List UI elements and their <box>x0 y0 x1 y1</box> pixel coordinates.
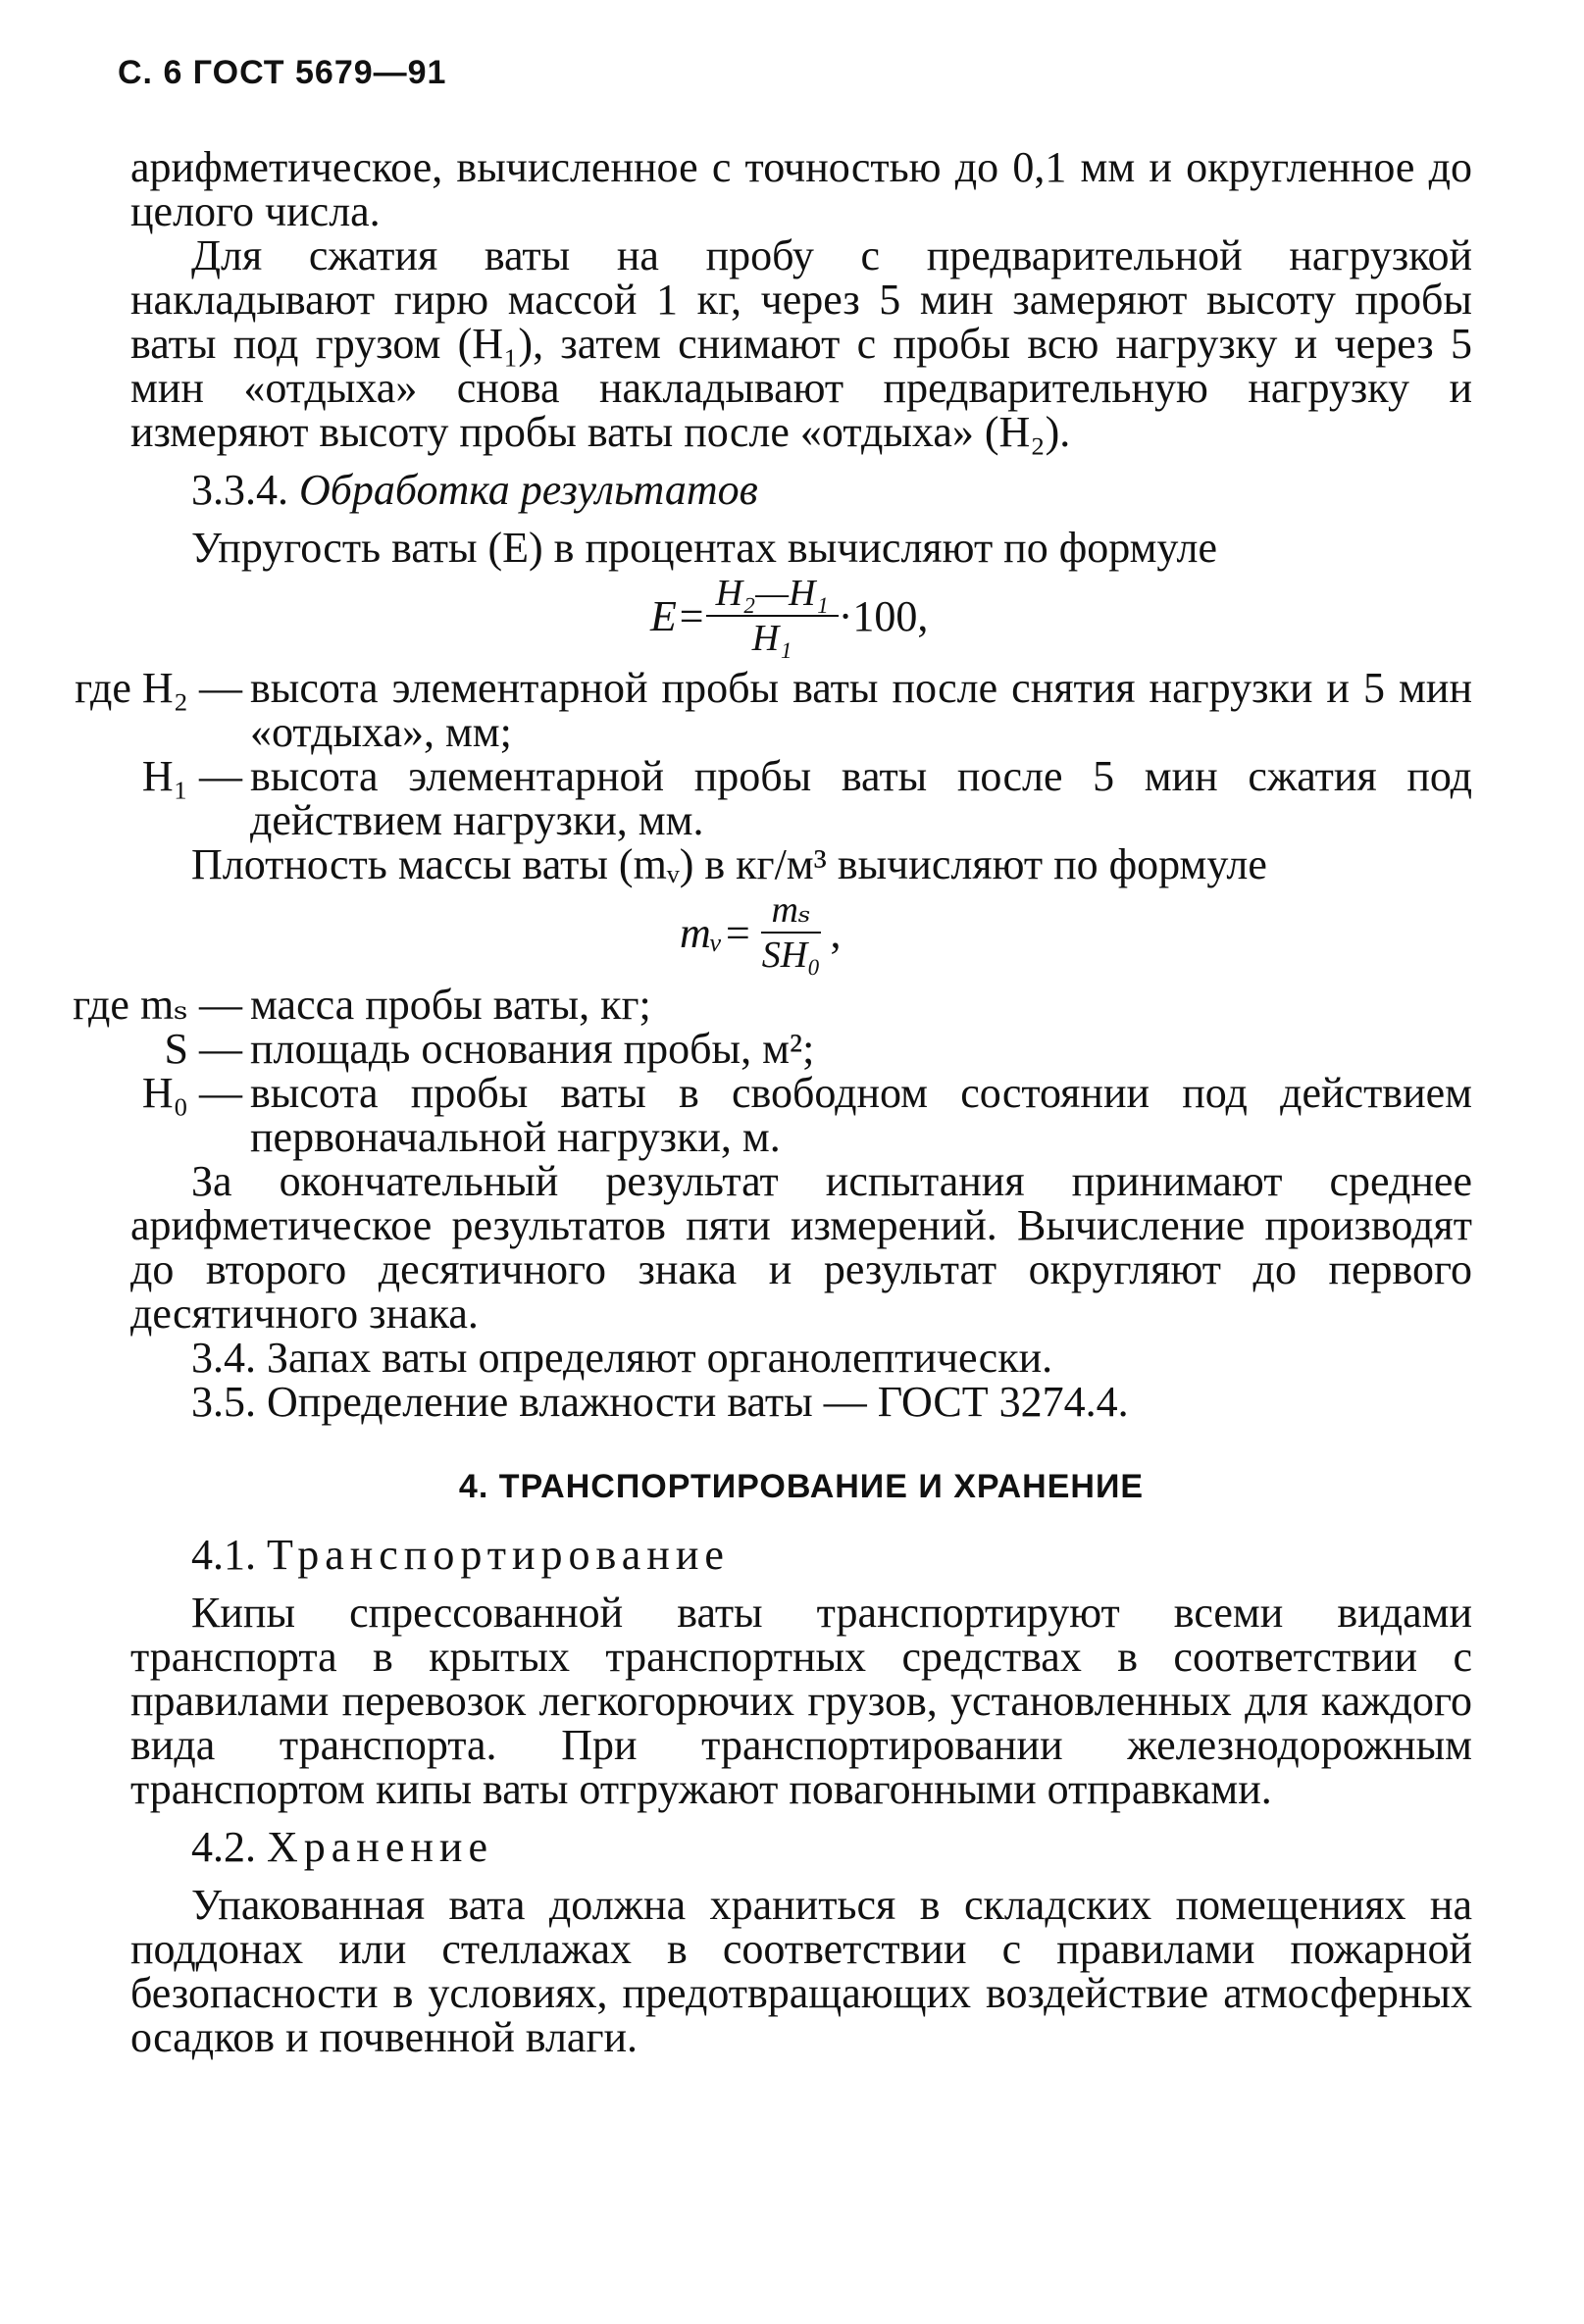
definition-label: S — <box>164 1025 242 1073</box>
formula-fraction <box>752 888 831 977</box>
definition-row <box>23 983 1472 1027</box>
paragraph-intro: арифметическое, вычисленное с точностью до 0,1 мм и округленное до целого числа. <box>130 143 1472 235</box>
formula-density <box>130 888 1472 977</box>
paragraph-4-2: Упакованная вата должна храниться в складских помещениях на поддонах или стеллажах в соответствии с правилами пожарной безопасности в условиях, предотвращающих воздействие атмосферных осадков и почвенной влаги. <box>130 1881 1472 2061</box>
subsection-4-1-heading <box>130 1533 1472 1577</box>
paragraph-3-4: 3.4. Запах ваты определяют органолептически. <box>191 1334 1053 1382</box>
definition-text: высота пробы ваты в свободном состоянии под действием первоначальной нагрузки, м. <box>250 1069 1472 1161</box>
subsection-title: Транспортирование <box>267 1531 730 1579</box>
definition-text: высота элементарной пробы ваты после 5 мин сжатия под действием нагрузки, мм. <box>250 752 1472 844</box>
definition-text: площадь основания пробы, м²; <box>250 1025 815 1073</box>
definitions-elasticity <box>75 664 1472 844</box>
section-title: Обработка результатов <box>299 466 758 514</box>
definition-text: высота элементарной пробы ваты после снятия нагрузки и 5 мин «отдыха», мм; <box>250 664 1472 756</box>
paragraph-elasticity: Упругость ваты (E) в процентах вычисляют по формуле <box>191 524 1217 572</box>
formula-numerator: mₛ <box>761 888 820 934</box>
page-header: С. 6 ГОСТ 5679—91 <box>118 54 447 91</box>
definition-label: где mₛ — <box>73 981 242 1029</box>
formula-fraction <box>706 572 839 660</box>
section-4-title: 4. ТРАНСПОРТИРОВАНИЕ И ХРАНЕНИЕ <box>458 1468 1145 1505</box>
formula-denominator: H₁ <box>751 618 792 659</box>
formula-rhs: , <box>830 908 842 957</box>
definition-row <box>23 1071 1472 1159</box>
definition-label: где H₂ — <box>75 664 242 712</box>
definition-row <box>23 1027 1472 1071</box>
definition-row <box>23 666 1472 754</box>
subsection-number: 4.1. <box>191 1531 256 1579</box>
definition-row <box>23 754 1472 842</box>
definitions-density <box>73 981 1472 1161</box>
paragraph-density: Плотность массы ваты (mᵥ) в кг/м³ вычисляют по формуле <box>191 840 1267 888</box>
formula-lhs: mᵥ= <box>680 908 752 957</box>
formula-numerator: H₂—H₁ <box>706 572 839 617</box>
section-3-3-4-heading <box>130 468 1472 512</box>
paragraph-final-result: За окончательный результат испытания принимают среднее арифметическое результатов пяти измерений. Вычисление производят до второго десятичного знака и результат округляют до первого десятичного знака. <box>130 1157 1472 1338</box>
paragraph-3-5: 3.5. Определение влажности ваты — ГОСТ 3274.4. <box>191 1378 1129 1426</box>
section-number: 3.3.4. <box>191 466 288 514</box>
subsection-4-2-heading <box>130 1825 1472 1869</box>
definition-label: H₀ — <box>141 1069 242 1117</box>
formula-elasticity <box>130 572 1472 660</box>
subsection-number: 4.2. <box>191 1823 256 1871</box>
formula-rhs: ·100, <box>838 591 929 640</box>
paragraph-4-1: Кипы спрессованной ваты транспортируют всеми видами транспорта в крытых транспортных средствах в соответствии с правилами перевозок легкогорючих грузов, установленных для каждого вида транспорта. При транспортировании железнодорожным транспортом кипы ваты отгружают повагонными отправками. <box>130 1589 1472 1813</box>
document-body <box>73 143 1472 2061</box>
formula-lhs: E= <box>650 591 706 640</box>
paragraph-compression: Для сжатия ваты на пробу с предварительной нагрузкой накладывают гирю массой 1 кг, через 5 мин замеряют высоту пробы ваты под грузом (H₁), затем снимают с пробы всю нагрузку и через 5 мин «отдыха» снова накладывают предварительную нагрузку и измеряют высоту пробы ваты после «отдыха» (H₂). <box>130 231 1472 456</box>
definition-label: H₁ — <box>141 752 242 800</box>
definition-text: масса пробы ваты, кг; <box>250 981 651 1029</box>
formula-denominator: SH₀ <box>761 935 821 976</box>
subsection-title: Хранение <box>267 1823 494 1871</box>
